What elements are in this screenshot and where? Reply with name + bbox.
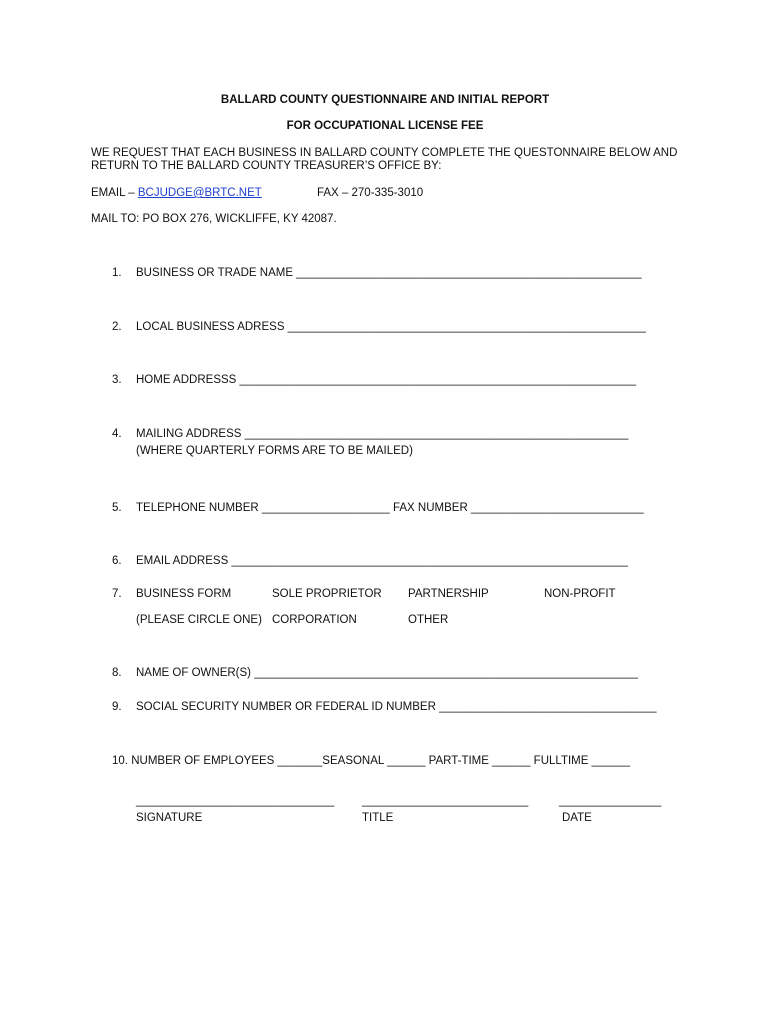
owner-name-field: NAME OF OWNER(S) ____________________________________________________________	[136, 667, 638, 679]
item-number-2: 2.	[112, 321, 122, 333]
local-address-field: LOCAL BUSINESS ADRESS ________________________________________________________	[136, 321, 646, 333]
date-label: DATE	[562, 812, 592, 824]
item-number-5: 5.	[112, 502, 122, 514]
mailing-address-note: (WHERE QUARTERLY FORMS ARE TO BE MAILED)	[136, 445, 413, 457]
ssn-federal-id-field: SOCIAL SECURITY NUMBER OR FEDERAL ID NUMBER __________________________________	[136, 701, 657, 713]
item-number-8: 8.	[112, 667, 122, 679]
item-number-3: 3.	[112, 374, 122, 386]
title-label: TITLE	[362, 812, 394, 824]
option-corporation: CORPORATION	[272, 614, 357, 626]
signature-line: _______________________________	[136, 795, 335, 807]
intro-line1: WE REQUEST THAT EACH BUSINESS IN BALLARD COUNTY COMPLETE THE QUESTONNAIRE BELOW AND	[91, 147, 678, 159]
option-non-profit: NON-PROFIT	[544, 588, 616, 600]
email-address-field: EMAIL ADDRESS ______________________________________________________________	[136, 555, 628, 567]
business-name-field: BUSINESS OR TRADE NAME ______________________________________________________	[136, 267, 642, 279]
title-line: __________________________	[362, 795, 529, 807]
option-sole-proprietor: SOLE PROPRIETOR	[272, 588, 382, 600]
option-other: OTHER	[408, 614, 449, 626]
phone-fax-field: TELEPHONE NUMBER ____________________ FAX NUMBER ___________________________	[136, 502, 644, 514]
item-number-9: 9.	[112, 701, 122, 713]
item-number-10: 10.	[112, 755, 128, 767]
employees-row	[112, 754, 630, 768]
intro-line2: RETURN TO THE BALLARD COUNTY TREASURER’S OFFICE BY:	[91, 160, 442, 172]
email-label: EMAIL –	[91, 187, 138, 199]
item-number-6: 6.	[112, 555, 122, 567]
employees-field: NUMBER OF EMPLOYEES _______SEASONAL ______ PART-TIME ______ FULLTIME ______	[131, 755, 630, 767]
mailing-address-field: MAILING ADDRESS ____________________________________________________________	[136, 428, 629, 440]
item-number-1: 1.	[112, 267, 122, 279]
signature-label: SIGNATURE	[136, 812, 203, 824]
mail-address: MAIL TO: PO BOX 276, WICKLIFFE, KY 42087.	[91, 213, 337, 225]
item-number-4: 4.	[112, 428, 122, 440]
item-number-7: 7.	[112, 588, 122, 600]
form-title-line1: BALLARD COUNTY QUESTIONNAIRE AND INITIAL REPORT	[220, 94, 550, 106]
option-partnership: PARTNERSHIP	[408, 588, 489, 600]
fax-contact: FAX – 270-335-3010	[317, 187, 424, 199]
email-contact	[91, 186, 262, 200]
circle-one-note: (PLEASE CIRCLE ONE)	[136, 614, 262, 626]
home-address-field: HOME ADDRESSS ______________________________________________________________	[136, 374, 637, 386]
date-line: ________________	[559, 795, 662, 807]
business-form-label: BUSINESS FORM	[136, 588, 232, 600]
form-title-line2: FOR OCCUPATIONAL LICENSE FEE	[286, 120, 484, 132]
email-link[interactable]: BCJUDGE@BRTC.NET	[137, 187, 262, 199]
